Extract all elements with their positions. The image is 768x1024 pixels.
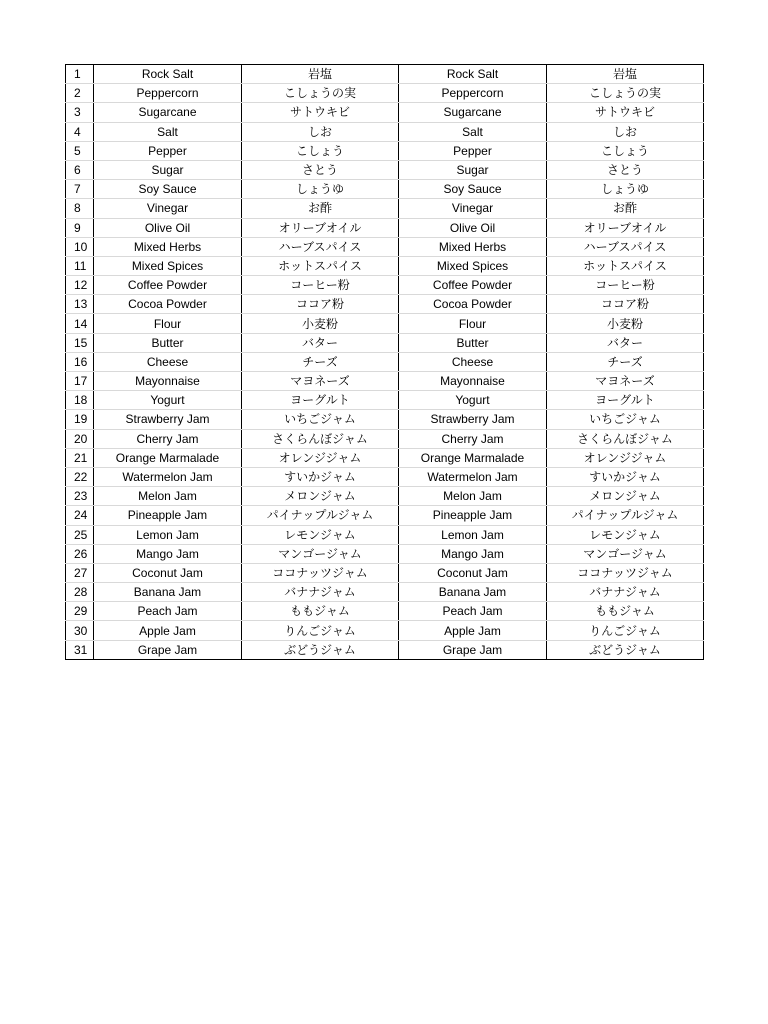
english-word-copy-cell: Coffee Powder (399, 276, 547, 295)
english-word-copy-cell: Soy Sauce (399, 180, 547, 199)
japanese-word-copy-cell: ココア粉 (547, 295, 704, 314)
japanese-word-cell: こしょうの実 (242, 84, 399, 103)
japanese-word-copy-cell: チーズ (547, 352, 704, 371)
english-word-copy-cell: Butter (399, 333, 547, 352)
word-table (65, 64, 704, 660)
japanese-word-cell: コーヒー粉 (242, 276, 399, 295)
table-row (66, 621, 704, 640)
english-word-copy-cell: Yogurt (399, 391, 547, 410)
row-number-cell: 2 (66, 84, 94, 103)
row-number-cell: 8 (66, 199, 94, 218)
japanese-word-cell: さとう (242, 160, 399, 179)
row-number-cell: 11 (66, 256, 94, 275)
english-word-copy-cell: Sugarcane (399, 103, 547, 122)
english-word-copy-cell: Lemon Jam (399, 525, 547, 544)
table-row (66, 141, 704, 160)
japanese-word-cell: チーズ (242, 352, 399, 371)
japanese-word-copy-cell: メロンジャム (547, 487, 704, 506)
japanese-word-copy-cell: マヨネーズ (547, 372, 704, 391)
row-number-cell: 16 (66, 352, 94, 371)
japanese-word-copy-cell: こしょうの実 (547, 84, 704, 103)
japanese-word-cell: サトウキビ (242, 103, 399, 122)
japanese-word-copy-cell: 小麦粉 (547, 314, 704, 333)
japanese-word-copy-cell: ホットスパイス (547, 256, 704, 275)
english-word-copy-cell: Pineapple Jam (399, 506, 547, 525)
row-number-cell: 1 (66, 65, 94, 84)
english-word-copy-cell: Salt (399, 122, 547, 141)
english-word-cell: Pineapple Jam (94, 506, 242, 525)
japanese-word-cell: すいかジャム (242, 467, 399, 486)
japanese-word-cell: マヨネーズ (242, 372, 399, 391)
japanese-word-cell: ももジャム (242, 602, 399, 621)
row-number-cell: 15 (66, 333, 94, 352)
row-number-cell: 9 (66, 218, 94, 237)
row-number-cell: 24 (66, 506, 94, 525)
japanese-word-cell: マンゴージャム (242, 544, 399, 563)
english-word-cell: Soy Sauce (94, 180, 242, 199)
row-number-cell: 31 (66, 640, 94, 659)
english-word-copy-cell: Cheese (399, 352, 547, 371)
english-word-copy-cell: Rock Salt (399, 65, 547, 84)
english-word-cell: Cocoa Powder (94, 295, 242, 314)
japanese-word-copy-cell: すいかジャム (547, 467, 704, 486)
row-number-cell: 12 (66, 276, 94, 295)
japanese-word-copy-cell: バター (547, 333, 704, 352)
japanese-word-copy-cell: コーヒー粉 (547, 276, 704, 295)
english-word-cell: Mayonnaise (94, 372, 242, 391)
english-word-cell: Mixed Spices (94, 256, 242, 275)
japanese-word-copy-cell: さくらんぼジャム (547, 429, 704, 448)
japanese-word-cell: パイナップルジャム (242, 506, 399, 525)
japanese-word-cell: バナナジャム (242, 583, 399, 602)
table-row (66, 583, 704, 602)
english-word-copy-cell: Mixed Herbs (399, 237, 547, 256)
table-row (66, 640, 704, 659)
japanese-word-copy-cell: レモンジャム (547, 525, 704, 544)
table-row (66, 467, 704, 486)
table-row (66, 218, 704, 237)
table-row (66, 448, 704, 467)
table-row (66, 391, 704, 410)
japanese-word-copy-cell: さとう (547, 160, 704, 179)
japanese-word-cell: さくらんぼジャム (242, 429, 399, 448)
japanese-word-cell: こしょう (242, 141, 399, 160)
table-row (66, 180, 704, 199)
english-word-copy-cell: Mayonnaise (399, 372, 547, 391)
table-row (66, 525, 704, 544)
table-row (66, 160, 704, 179)
japanese-word-copy-cell: りんごジャム (547, 621, 704, 640)
japanese-word-cell: りんごジャム (242, 621, 399, 640)
english-word-copy-cell: Cherry Jam (399, 429, 547, 448)
japanese-word-copy-cell: ココナッツジャム (547, 563, 704, 582)
english-word-cell: Coffee Powder (94, 276, 242, 295)
row-number-cell: 6 (66, 160, 94, 179)
japanese-word-cell: ココナッツジャム (242, 563, 399, 582)
english-word-cell: Rock Salt (94, 65, 242, 84)
english-word-copy-cell: Strawberry Jam (399, 410, 547, 429)
word-table-body (66, 65, 704, 660)
japanese-word-cell: お酢 (242, 199, 399, 218)
row-number-cell: 30 (66, 621, 94, 640)
table-row (66, 295, 704, 314)
japanese-word-cell: オレンジジャム (242, 448, 399, 467)
table-row (66, 122, 704, 141)
english-word-copy-cell: Coconut Jam (399, 563, 547, 582)
english-word-cell: Apple Jam (94, 621, 242, 640)
japanese-word-copy-cell: しお (547, 122, 704, 141)
english-word-cell: Melon Jam (94, 487, 242, 506)
row-number-cell: 7 (66, 180, 94, 199)
english-word-cell: Coconut Jam (94, 563, 242, 582)
row-number-cell: 28 (66, 583, 94, 602)
english-word-cell: Pepper (94, 141, 242, 160)
english-word-cell: Olive Oil (94, 218, 242, 237)
japanese-word-cell: ヨーグルト (242, 391, 399, 410)
english-word-copy-cell: Mixed Spices (399, 256, 547, 275)
english-word-copy-cell: Peppercorn (399, 84, 547, 103)
table-row (66, 84, 704, 103)
row-number-cell: 4 (66, 122, 94, 141)
row-number-cell: 18 (66, 391, 94, 410)
english-word-cell: Watermelon Jam (94, 467, 242, 486)
english-word-cell: Strawberry Jam (94, 410, 242, 429)
japanese-word-cell: バター (242, 333, 399, 352)
row-number-cell: 13 (66, 295, 94, 314)
japanese-word-copy-cell: バナナジャム (547, 583, 704, 602)
row-number-cell: 20 (66, 429, 94, 448)
row-number-cell: 10 (66, 237, 94, 256)
english-word-cell: Sugar (94, 160, 242, 179)
japanese-word-cell: ハーブスパイス (242, 237, 399, 256)
english-word-cell: Mango Jam (94, 544, 242, 563)
japanese-word-cell: いちごジャム (242, 410, 399, 429)
japanese-word-copy-cell: ヨーグルト (547, 391, 704, 410)
table-row (66, 352, 704, 371)
english-word-copy-cell: Watermelon Jam (399, 467, 547, 486)
japanese-word-cell: レモンジャム (242, 525, 399, 544)
table-row (66, 256, 704, 275)
japanese-word-copy-cell: お酢 (547, 199, 704, 218)
japanese-word-copy-cell: サトウキビ (547, 103, 704, 122)
english-word-cell: Sugarcane (94, 103, 242, 122)
english-word-cell: Butter (94, 333, 242, 352)
english-word-cell: Lemon Jam (94, 525, 242, 544)
english-word-copy-cell: Orange Marmalade (399, 448, 547, 467)
table-row (66, 103, 704, 122)
japanese-word-copy-cell: しょうゆ (547, 180, 704, 199)
japanese-word-cell: メロンジャム (242, 487, 399, 506)
row-number-cell: 25 (66, 525, 94, 544)
english-word-cell: Peach Jam (94, 602, 242, 621)
japanese-word-cell: 岩塩 (242, 65, 399, 84)
english-word-cell: Peppercorn (94, 84, 242, 103)
japanese-word-copy-cell: マンゴージャム (547, 544, 704, 563)
english-word-cell: Salt (94, 122, 242, 141)
table-row (66, 276, 704, 295)
english-word-cell: Mixed Herbs (94, 237, 242, 256)
row-number-cell: 27 (66, 563, 94, 582)
english-word-cell: Orange Marmalade (94, 448, 242, 467)
english-word-copy-cell: Vinegar (399, 199, 547, 218)
english-word-copy-cell: Grape Jam (399, 640, 547, 659)
english-word-copy-cell: Mango Jam (399, 544, 547, 563)
japanese-word-cell: ホットスパイス (242, 256, 399, 275)
japanese-word-copy-cell: こしょう (547, 141, 704, 160)
english-word-cell: Flour (94, 314, 242, 333)
english-word-copy-cell: Cocoa Powder (399, 295, 547, 314)
japanese-word-copy-cell: ぶどうジャム (547, 640, 704, 659)
table-row (66, 372, 704, 391)
japanese-word-cell: しょうゆ (242, 180, 399, 199)
row-number-cell: 21 (66, 448, 94, 467)
english-word-copy-cell: Flour (399, 314, 547, 333)
english-word-cell: Yogurt (94, 391, 242, 410)
japanese-word-copy-cell: オリーブオイル (547, 218, 704, 237)
english-word-cell: Cheese (94, 352, 242, 371)
table-row (66, 237, 704, 256)
row-number-cell: 29 (66, 602, 94, 621)
japanese-word-copy-cell: 岩塩 (547, 65, 704, 84)
row-number-cell: 14 (66, 314, 94, 333)
english-word-cell: Banana Jam (94, 583, 242, 602)
table-row (66, 65, 704, 84)
table-row (66, 506, 704, 525)
japanese-word-cell: ココア粉 (242, 295, 399, 314)
english-word-cell: Grape Jam (94, 640, 242, 659)
row-number-cell: 19 (66, 410, 94, 429)
table-row (66, 487, 704, 506)
japanese-word-copy-cell: オレンジジャム (547, 448, 704, 467)
table-row (66, 429, 704, 448)
row-number-cell: 23 (66, 487, 94, 506)
japanese-word-copy-cell: ももジャム (547, 602, 704, 621)
table-row (66, 410, 704, 429)
english-word-copy-cell: Banana Jam (399, 583, 547, 602)
english-word-copy-cell: Olive Oil (399, 218, 547, 237)
row-number-cell: 26 (66, 544, 94, 563)
japanese-word-cell: オリーブオイル (242, 218, 399, 237)
row-number-cell: 22 (66, 467, 94, 486)
word-list-sheet (65, 64, 703, 660)
english-word-cell: Vinegar (94, 199, 242, 218)
table-row (66, 563, 704, 582)
japanese-word-copy-cell: パイナップルジャム (547, 506, 704, 525)
row-number-cell: 17 (66, 372, 94, 391)
row-number-cell: 3 (66, 103, 94, 122)
table-row (66, 333, 704, 352)
japanese-word-cell: しお (242, 122, 399, 141)
english-word-copy-cell: Apple Jam (399, 621, 547, 640)
english-word-copy-cell: Melon Jam (399, 487, 547, 506)
table-row (66, 314, 704, 333)
english-word-copy-cell: Sugar (399, 160, 547, 179)
english-word-cell: Cherry Jam (94, 429, 242, 448)
japanese-word-cell: 小麦粉 (242, 314, 399, 333)
table-row (66, 199, 704, 218)
english-word-copy-cell: Pepper (399, 141, 547, 160)
english-word-copy-cell: Peach Jam (399, 602, 547, 621)
table-row (66, 544, 704, 563)
japanese-word-cell: ぶどうジャム (242, 640, 399, 659)
japanese-word-copy-cell: いちごジャム (547, 410, 704, 429)
row-number-cell: 5 (66, 141, 94, 160)
table-row (66, 602, 704, 621)
japanese-word-copy-cell: ハーブスパイス (547, 237, 704, 256)
